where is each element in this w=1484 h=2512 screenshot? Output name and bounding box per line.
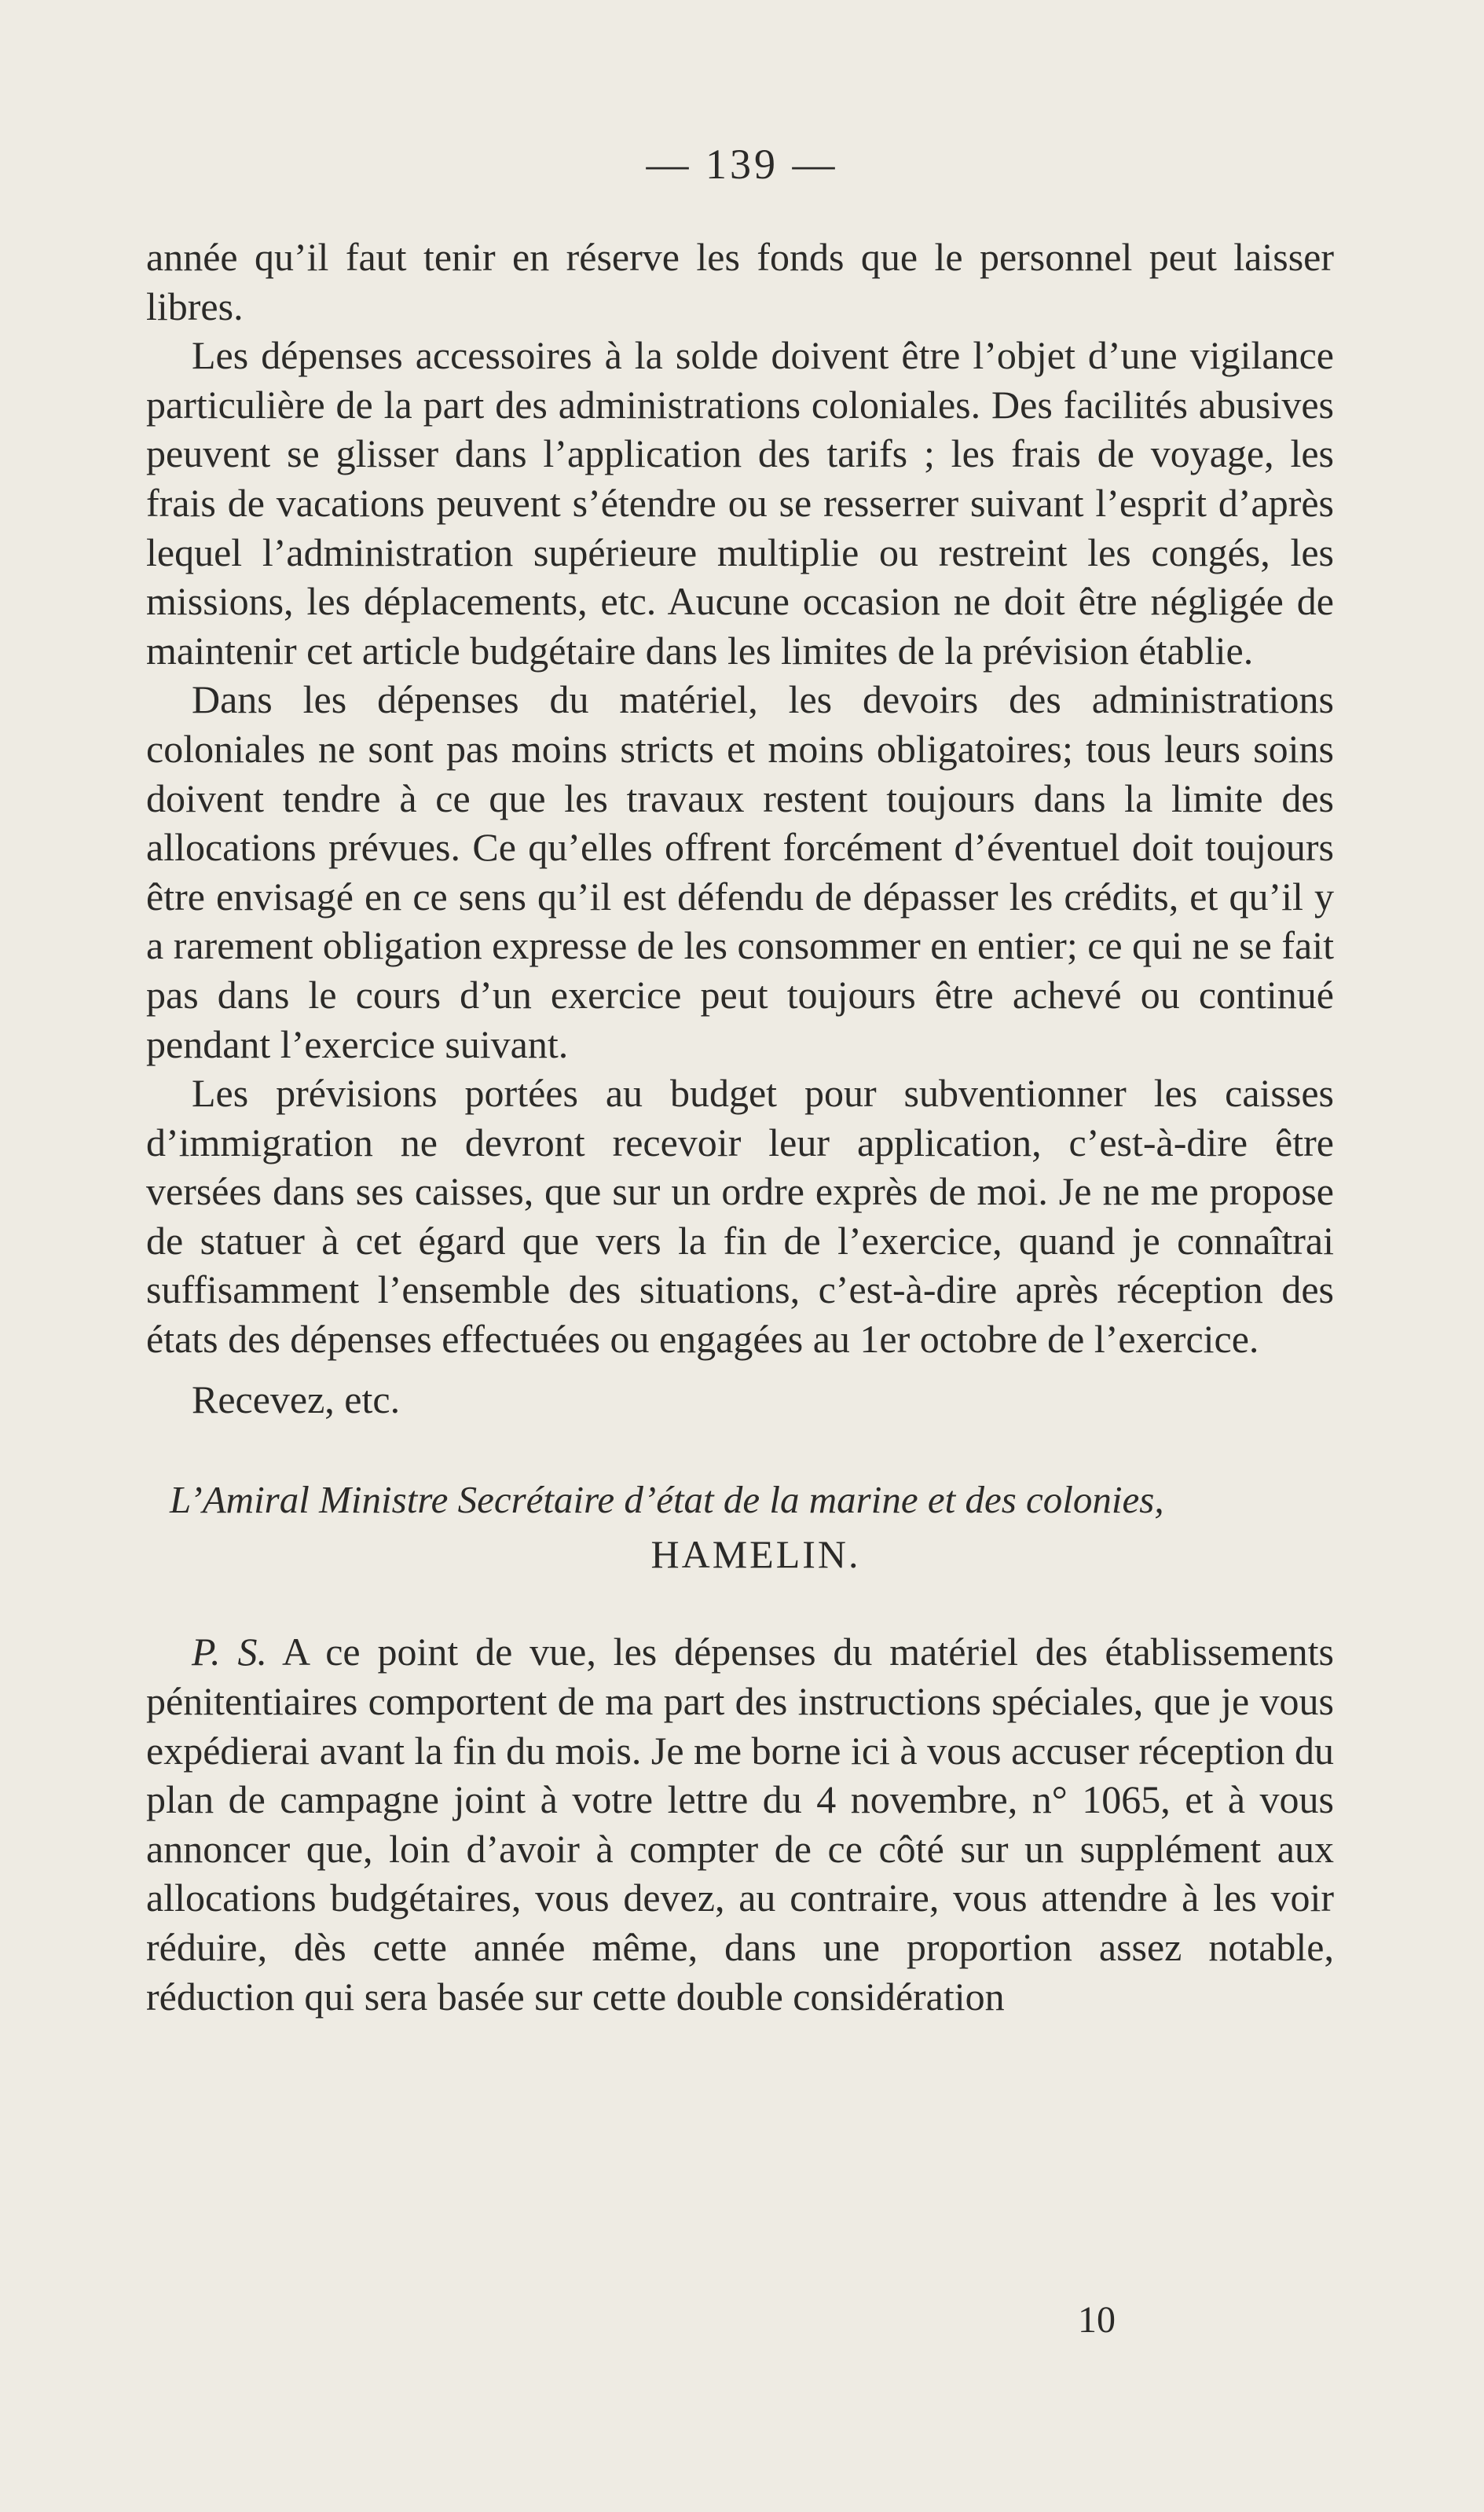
postscript-text: A ce point de vue, les dépenses du matériel des établissements pénitentiaires comportent de ma part des instructions spéciales, que je vous expédierai avant la fin du mois. Je me borne ici à vous accuser réception du plan de campagne joint à votre lettre du 4 novembre, n° 1065, et à vous annoncer que, loin d’avoir à compter de ce côté sur un supplément aux allocations budgétaires, vous devez, au contraire, vous attendre à les voir réduire, dès cette année même, dans une proportion assez notable, réduction qui sera basée sur cette double considération	[146, 1630, 1334, 2019]
body-text	[146, 233, 1334, 2021]
paragraph-1: année qu’il faut tenir en réserve les fonds que le personnel peut laisser libres.	[146, 235, 1334, 328]
paragraph-2: Les dépenses accessoires à la solde doivent être l’objet d’une vigilance particulière de la part des administrations coloniales. Des facilités abusives peuvent se glisser dans l’application des tarifs ; les frais de voyage, les frais de vacations peuvent s’étendre ou se resserrer suivant l’esprit d’après lequel l’administration supérieure multiplie ou restreint les congés, les missions, les déplacements, etc. Aucune occasion ne doit être négligée de maintenir cet article budgétaire dans les limites de la prévision établie.	[146, 333, 1334, 673]
signature-name: HAMELIN.	[650, 1531, 861, 1576]
postscript	[146, 1627, 1334, 2021]
paragraph-4: Les prévisions portées au budget pour subventionner les caisses d’immigration ne devront recevoir leur application, c’est-à-dire être versées dans ses caisses, que sur un ordre exprès de moi. Je ne me propose de statuer à cet égard que vers la fin de l’exercice, quand je connaîtrai suffisamment l’ensemble des situations, c’est-à-dire après réception des états des dépenses effectuées ou engagées au 1er octobre de l’exercice.	[146, 1071, 1334, 1362]
page-number: — 139 —	[646, 141, 838, 188]
signature-mark: 10	[1078, 2299, 1116, 2341]
postscript-label: P. S.	[192, 1630, 267, 1674]
closing-line: Recevez, etc.	[192, 1377, 401, 1421]
paragraph-3: Dans les dépenses du matériel, les devoirs des administrations coloniales ne sont pas moins stricts et moins obligatoires; tous leurs soins doivent tendre à ce que les travaux restent toujours dans la limite des allocations prévues. Ce qu’elles offrent forcément d’éventuel doit toujours être envisagé en ce sens qu’il est défendu de dépasser les crédits, et qu’il y a rarement obligation expresse de les consommer en entier; ce qui ne se fait pas dans le cours d’un exercice peut toujours être achevé ou continué pendant l’exercice suivant.	[146, 677, 1334, 1066]
signature-title: L’Amiral Ministre Secrétaire d’état de la marine et des colonies,	[170, 1478, 1164, 1522]
